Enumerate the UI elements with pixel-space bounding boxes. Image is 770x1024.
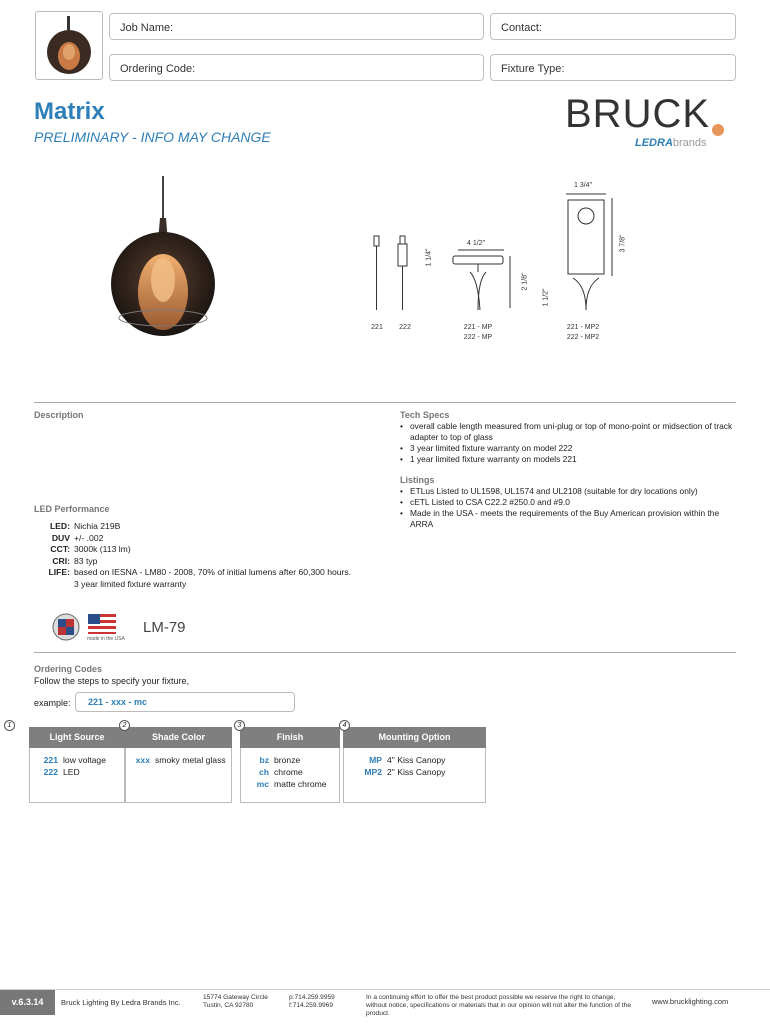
dim-3-7-8: 3 7/8" [619, 234, 627, 253]
divider-1 [34, 402, 736, 403]
led-row [34, 579, 351, 591]
column-body [343, 748, 486, 803]
usa-flag-icon [88, 614, 116, 634]
version-badge: v.6.3.14 [0, 990, 55, 1015]
listing-item: • Made in the USA - meets the requirements of the Buy American provision within the ARRA [400, 508, 736, 530]
column-heading: Finish [240, 727, 340, 748]
led-value: 3000k (113 lm) [74, 544, 131, 554]
step-number: 4 [339, 720, 350, 731]
example-code: 221 - xxx - mc [75, 692, 295, 712]
tech-spec-item: • 1 year limited fixture warranty on models 221 [400, 454, 736, 465]
lm79-label: LM-79 [143, 619, 186, 636]
tech-specs-list [400, 421, 736, 465]
option-code: xxx [135, 755, 150, 765]
dim-2-1-8: 2 1/8" [521, 272, 529, 291]
footer-divider [0, 989, 770, 990]
led-key: LIFE: [48, 567, 70, 577]
option-label: 2" Kiss Canopy [387, 767, 446, 777]
contact-label: Contact: [501, 22, 542, 34]
led-key: DUV [51, 532, 70, 543]
option-code: ch [258, 767, 269, 777]
model-label-mp: 221 - MP 222 - MP [463, 324, 493, 341]
model-label-mp2: 221 - MP2 222 - MP2 [566, 324, 600, 341]
sublogo-ledra: LEDRA [635, 137, 673, 149]
example-label: example: [34, 698, 71, 708]
option-label: 4" Kiss Canopy [387, 755, 446, 765]
led-key: CCT: [50, 544, 70, 554]
led-value: based on IESNA - LM80 - 2008, 70% of initial lumens after 60,300 hours. [74, 567, 352, 577]
dim-1-3-4: 1 3/4" [574, 182, 593, 189]
footer-website[interactable]: www.brucklighting.com [652, 997, 729, 1006]
column-heading: Shade Color [125, 727, 232, 748]
option-code: bz [259, 755, 269, 765]
option-label: LED [63, 767, 80, 777]
tech-spec-item: • 3 year limited fixture warranty on model 222 [400, 443, 736, 454]
option-column-light-source [7, 722, 125, 803]
led-value: 83 typ [74, 555, 98, 566]
model-label-221: 221 [371, 324, 383, 331]
option-column-finish [237, 722, 340, 803]
listings-list [400, 486, 736, 530]
fixture-type-label: Fixture Type: [501, 63, 565, 75]
column-heading: Mounting Option [343, 727, 486, 748]
option-label: smoky metal glass [155, 755, 226, 765]
footer-fax: f:714.259.9969 [289, 1002, 333, 1009]
column-body [125, 748, 232, 803]
model-label-222: 222 [399, 324, 411, 331]
logo-dot [712, 124, 724, 136]
step-number: 2 [119, 720, 130, 731]
option-row [241, 778, 339, 790]
pendant-photo [110, 172, 220, 342]
option-column-shade-color [122, 722, 232, 803]
option-label: matte chrome [274, 779, 327, 789]
product-title: Matrix [34, 98, 105, 125]
led-performance-table [34, 521, 351, 590]
led-row [34, 567, 351, 579]
dim-1-1-2: 1 1/2" [542, 288, 550, 307]
step-number: 3 [234, 720, 245, 731]
option-code: 222 [43, 767, 58, 777]
option-code: 221 [43, 755, 58, 765]
ordering-subheading: Follow the steps to specify your fixture, [34, 676, 190, 686]
option-row [241, 766, 339, 778]
led-row [34, 556, 351, 568]
divider-2 [34, 652, 736, 653]
column-heading: Light Source [29, 727, 125, 748]
option-row [30, 754, 124, 766]
led-value: +/- .002 [74, 532, 104, 543]
option-row [344, 754, 485, 766]
led-key: CRI: [52, 555, 70, 566]
option-column-mounting [342, 722, 486, 803]
footer-address1: 15774 Gateway Circle [203, 994, 268, 1001]
option-row [344, 766, 485, 778]
option-label: chrome [274, 767, 303, 777]
fixture-type-field[interactable] [490, 54, 736, 81]
option-row [30, 766, 124, 778]
dimension-drawings [360, 180, 640, 325]
brand-logo: BRUCK [565, 92, 711, 136]
brand-sublogo [635, 137, 707, 149]
column-body [240, 748, 340, 803]
led-row [34, 533, 351, 545]
contact-field[interactable] [490, 13, 736, 40]
made-in-usa-caption: made in the USA [87, 636, 125, 642]
dim-1-1-4: 1 1/4" [425, 248, 433, 267]
led-performance-heading: LED Performance [34, 504, 110, 514]
option-label: bronze [274, 755, 301, 765]
column-body [29, 748, 125, 803]
listing-item: • ETLus Listed to UL1598, UL1574 and UL2108 (suitable for dry locations only) [400, 486, 736, 497]
tech-specs-heading: Tech Specs [400, 410, 450, 420]
led-value: Nichia 219B [74, 521, 121, 531]
tech-spec-item: • overall cable length measured from uni-plug or top of mono-point or midsection of track adapter to top of glass [400, 421, 736, 443]
certification-seal-icon [52, 613, 80, 641]
dim-4-1-2: 4 1/2" [467, 240, 486, 247]
listing-item: • cETL Listed to CSA C22.2 #250.0 and #9.0 [400, 497, 736, 508]
job-name-field[interactable] [109, 13, 484, 40]
option-row [241, 754, 339, 766]
ordering-code-label: Ordering Code: [120, 63, 196, 75]
ordering-code-field[interactable] [109, 54, 484, 81]
led-value: 3 year limited fixture warranty [74, 578, 187, 589]
led-key [34, 579, 74, 591]
led-key: LED: [49, 521, 70, 531]
step-number: 1 [4, 720, 15, 731]
description-heading: Description [34, 410, 84, 420]
job-name-label: Job Name: [120, 22, 174, 34]
option-label: low voltage [63, 755, 106, 765]
option-row [126, 754, 231, 766]
led-row [34, 544, 351, 556]
option-code: mc [256, 779, 269, 789]
footer-company: Bruck Lighting By Ledra Brands Inc. [61, 998, 181, 1007]
product-subtitle: PRELIMINARY - INFO MAY CHANGE [34, 129, 271, 145]
option-code: MP [369, 755, 382, 765]
product-thumbnail [35, 11, 103, 80]
led-row [34, 521, 351, 533]
ordering-heading: Ordering Codes [34, 664, 103, 674]
sublogo-brands: brands [672, 137, 707, 149]
listings-heading: Listings [400, 475, 435, 485]
footer-notice: In a continuing effort to offer the best product possible we reserve the right to change, without notice, specifications or materials that in our opinion will not alter the function of the product. [366, 994, 631, 1017]
footer-phone: p:714.259.9959 [289, 994, 335, 1001]
option-code: MP2 [364, 767, 382, 777]
footer-address2: Tustin, CA 92780 [203, 1002, 254, 1009]
